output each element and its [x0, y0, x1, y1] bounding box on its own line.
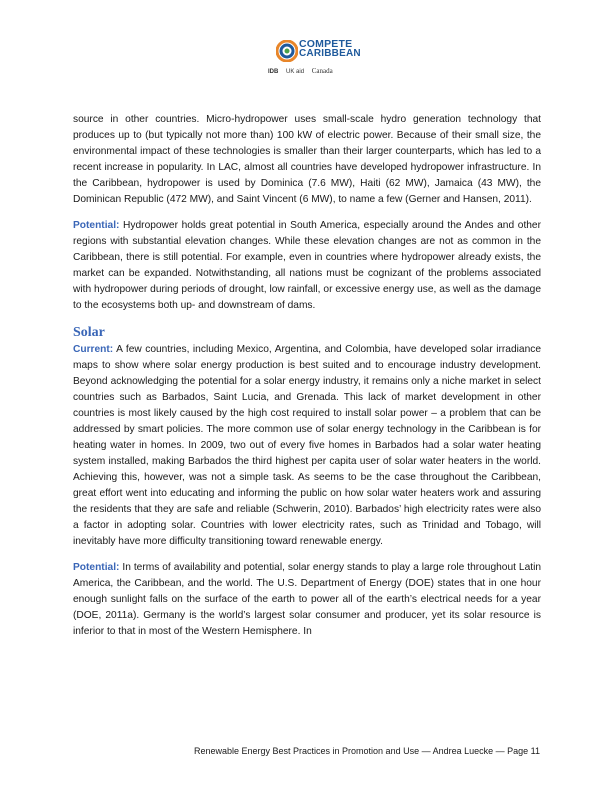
idb-logo: IDB	[268, 69, 279, 75]
paragraph-text: In terms of availability and potential, solar energy stands to play a large role throughout Latin America, the Caribbean, and the world. The U.S. Department of Energy (DOE) states that in one hour enough sunlight falls on the surface of the earth to power all of the earth’s electrical needs for a year (DOE, 2011a). Germany is the world’s largest solar consumer and producer, yet its solar resource is inferior to that in most of the Western Hemisphere. In	[73, 562, 541, 637]
logo-wordmark	[299, 39, 361, 59]
paragraph-hydro-current: source in other countries. Micro-hydropower uses small-scale hydro generation technology that produces up to (but typically not more than) 100 kW of electric power. Because of their small size, the environmental impact of these technologies is smaller than their larger counterparts, which has led to a recent increase in popularity. In LAC, almost all countries have developed hydropower infrastructure. In the Caribbean, hydropower is used by Dominica (7.6 MW), Haiti (62 MW), Jamaica (43 MW), the Dominican Republic (472 MW), and Saint Vincent (6 MW), to name a few (Gerner and Hansen, 2011).	[73, 114, 541, 205]
partner-logos	[268, 67, 339, 75]
section-heading-solar: Solar	[73, 325, 105, 340]
current-label: Current:	[73, 344, 114, 355]
potential-label: Potential:	[73, 562, 120, 573]
potential-label: Potential:	[73, 220, 120, 231]
paragraph-solar-current	[73, 342, 541, 550]
page-footer: Renewable Energy Best Practices in Promotion and Use — Andrea Luecke — Page 11	[193, 746, 540, 756]
logo-swirl-icon	[276, 40, 298, 62]
paragraph-solar-potential	[73, 560, 541, 640]
paragraph-text: A few countries, including Mexico, Argentina, and Colombia, have developed solar irradiance maps to show where solar energy production is best suited and to encourage industry development. Beyond acknowledging the potential for a solar energy industry, it remains only a niche market in select countries such as Barbados, Saint Lucia, and Grenada. This lack of market development in other countries is most likely caused by the high cost required to install solar power – a problem that can be addressed by smart policies. The more common use of solar energy technology in the Caribbean is for heating water in homes. In 2009, two out of every five homes in Barbados had a solar water heating system installed, making Barbados the third highest per capita user of solar water heaters in the world. Achieving this, however, was not a simple task. As seems to be the case throughout the Caribbean, great effort went into educating and informing the public on how solar water heaters work and assuring the residents that they are safe and reliable (Schwerin, 2010). Barbados’ high electricity rates were also a factor in adopting solar. Countries with lower electricity rates, such as Trinidad and Tobago, will inevitably have more difficulty transitioning toward renewable energy.	[73, 344, 541, 547]
ukaid-logo: UK aid	[286, 69, 305, 75]
body-content	[73, 112, 541, 650]
compete-caribbean-logo	[268, 38, 361, 78]
paragraph-text: Hydropower holds great potential in South America, especially around the Andes and other regions with substantial elevation changes. While these elevation changes are not as common in the Caribbean, there is still potential. For example, even in countries where hydropower already exists, the market can be expanded. Notwithstanding, all nations must be cognizant of the problems associated with hydropower during periods of drought, low rainfall, or excessive energy use, as well as the damage to the ecosystems both up- and downstream of dams.	[73, 220, 541, 311]
canada-logo: Canada	[311, 67, 333, 75]
logo-line-1: COMPETE	[299, 38, 353, 50]
paragraph-hydro-potential	[73, 218, 541, 314]
logo-line-2: CARIBBEAN	[299, 48, 361, 59]
